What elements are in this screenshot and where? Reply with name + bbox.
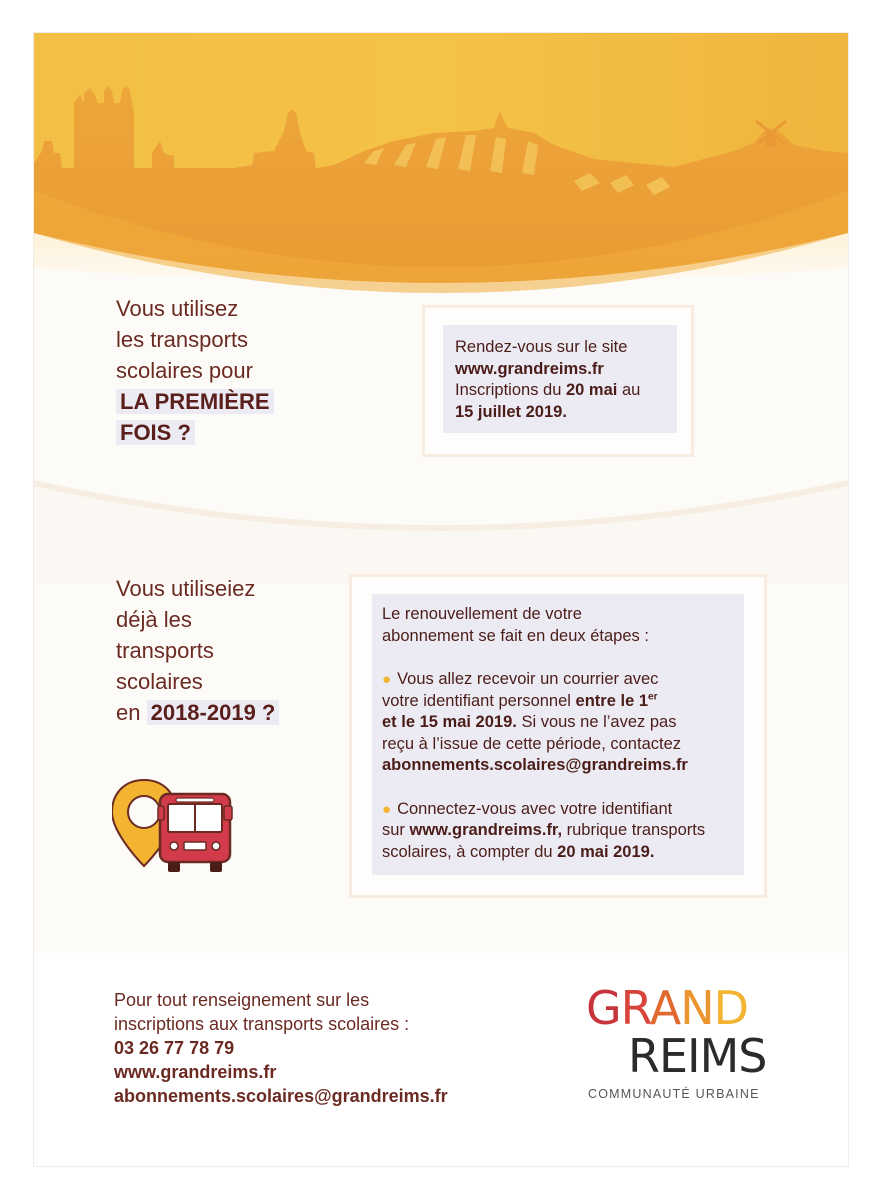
- info-line: Le renouvellement de votre: [382, 605, 582, 623]
- bullet-icon: ●: [382, 671, 392, 688]
- logo-subtitle: COMMUNAUTÉ URBAINE: [588, 1087, 760, 1101]
- logo-letter: N: [680, 981, 714, 1035]
- info-box-renewal: [372, 594, 744, 875]
- grand-reims-logo: [586, 983, 786, 1108]
- info-text: Inscriptions du: [455, 381, 566, 399]
- info-text: rubrique transports: [562, 821, 706, 839]
- info-text: scolaires, à compter du: [382, 842, 558, 861]
- flyer-page: [34, 33, 848, 1166]
- highlight-first-time: LA PREMIÈRE: [116, 389, 274, 414]
- info-text: votre identifiant personnel: [382, 691, 576, 710]
- info-text: au: [617, 381, 641, 399]
- logo-letter: R: [620, 981, 650, 1035]
- divider-wave: [34, 463, 848, 583]
- info-line: Rendez-vous sur le site: [455, 338, 628, 356]
- contact-line: inscriptions aux transports scolaires :: [114, 1014, 410, 1034]
- info-text: Si vous ne l’avez pas: [516, 713, 677, 731]
- website-link[interactable]: www.grandreims.fr: [455, 359, 604, 378]
- date-range: et le 15 mai 2019.: [382, 713, 517, 731]
- logo-letter: A: [649, 981, 681, 1035]
- question-line: les transports: [116, 327, 249, 352]
- question-line: Vous utiliseiez: [116, 576, 256, 601]
- date-start: 20 mai: [565, 381, 618, 399]
- date-range: entre le 1: [575, 691, 649, 710]
- question-line: en: [116, 700, 147, 725]
- question-line: scolaires pour: [116, 358, 253, 383]
- question-line: scolaires: [116, 669, 203, 694]
- question-line: transports: [116, 638, 214, 663]
- question-line: déjà les: [116, 607, 192, 632]
- question-line: Vous utilisez: [116, 296, 239, 321]
- logo-letter: G: [586, 981, 621, 1035]
- date-start: 20 mai 2019.: [557, 842, 655, 861]
- info-text: Connectez-vous avec votre identifiant: [397, 799, 673, 818]
- logo-reims-text: REIMS: [628, 1029, 767, 1083]
- phone-number[interactable]: 03 26 77 78 79: [114, 1038, 235, 1058]
- contact-line: Pour tout renseignement sur les: [114, 990, 370, 1010]
- highlight-first-time: FOIS ?: [116, 420, 195, 445]
- bus-location-pin-icon: [112, 778, 242, 878]
- info-text: Vous allez recevoir un courrier avec: [397, 670, 659, 688]
- date-end: 15 juillet 2019.: [455, 402, 567, 421]
- contact-info: [114, 988, 448, 1108]
- date-superscript: er: [648, 691, 658, 702]
- email-link[interactable]: abonnements.scolaires@grandreims.fr: [382, 756, 688, 774]
- email-link[interactable]: abonnements.scolaires@grandreims.fr: [114, 1086, 448, 1106]
- info-line: reçu à l’issue de cette période, contactez: [382, 734, 682, 753]
- logo-letter: D: [713, 981, 749, 1035]
- bullet-icon: ●: [382, 800, 392, 818]
- question-renewal: [116, 573, 336, 728]
- header-skyline-banner: [34, 33, 848, 293]
- logo-grand-text: [586, 983, 748, 1033]
- question-first-time: [116, 293, 316, 448]
- info-text: sur: [382, 821, 410, 839]
- info-box-first-time: [443, 325, 677, 433]
- info-line: abonnement se fait en deux étapes :: [382, 626, 649, 645]
- website-link[interactable]: www.grandreims.fr,: [409, 821, 563, 839]
- highlight-school-year: 2018-2019 ?: [147, 700, 280, 725]
- website-link[interactable]: www.grandreims.fr: [114, 1062, 277, 1082]
